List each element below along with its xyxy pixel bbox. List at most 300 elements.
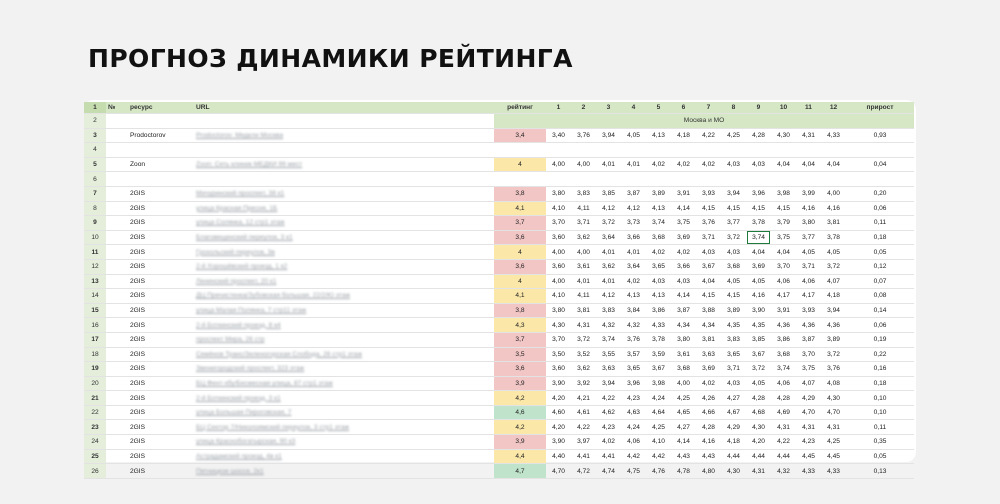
forecast-cell[interactable]: 3,74: [746, 230, 771, 245]
forecast-cell[interactable]: 4,31: [821, 420, 846, 435]
rating-cell[interactable]: 3,6: [494, 259, 546, 274]
forecast-cell[interactable]: 3,68: [771, 347, 796, 362]
url-link[interactable]: Ленинский проспект, 20 к1: [194, 274, 494, 289]
forecast-cell[interactable]: 4,72: [571, 464, 596, 479]
resource-cell[interactable]: 2GIS: [128, 362, 194, 377]
forecast-cell[interactable]: 4,20: [746, 435, 771, 450]
cell[interactable]: [771, 172, 796, 187]
growth-cell[interactable]: 0,12: [846, 259, 914, 274]
forecast-cell[interactable]: 4,15: [696, 201, 721, 216]
forecast-cell[interactable]: 3,81: [821, 216, 846, 231]
forecast-cell[interactable]: 3,72: [596, 216, 621, 231]
forecast-cell[interactable]: 4,63: [621, 405, 646, 420]
forecast-cell[interactable]: 4,42: [646, 449, 671, 464]
forecast-cell[interactable]: 3,65: [721, 347, 746, 362]
url-link[interactable]: Звенигородский проспект, 323 этаж: [194, 362, 494, 377]
forecast-cell[interactable]: 3,80: [796, 216, 821, 231]
row-number[interactable]: 7: [84, 186, 106, 201]
resource-cell[interactable]: 2GIS: [128, 230, 194, 245]
forecast-cell[interactable]: 4,36: [796, 318, 821, 333]
row-number[interactable]: 11: [84, 245, 106, 260]
header-rating[interactable]: рейтинг: [494, 102, 546, 114]
forecast-cell[interactable]: 3,65: [621, 362, 646, 377]
rating-cell[interactable]: 4: [494, 245, 546, 260]
forecast-cell[interactable]: 3,98: [646, 376, 671, 391]
forecast-cell[interactable]: 3,60: [546, 362, 571, 377]
forecast-cell[interactable]: 3,83: [721, 332, 746, 347]
row-number[interactable]: 15: [84, 303, 106, 318]
forecast-cell[interactable]: 3,80: [671, 332, 696, 347]
forecast-cell[interactable]: 3,68: [646, 230, 671, 245]
rating-cell[interactable]: 4,2: [494, 420, 546, 435]
forecast-cell[interactable]: 3,89: [646, 186, 671, 201]
rating-cell[interactable]: 3,7: [494, 332, 546, 347]
forecast-cell[interactable]: 3,94: [596, 376, 621, 391]
forecast-cell[interactable]: 4,13: [646, 289, 671, 304]
url-link[interactable]: Пятницкое шоссе, 2к1: [194, 464, 494, 479]
cell[interactable]: [106, 289, 128, 304]
growth-cell[interactable]: 0,06: [846, 201, 914, 216]
forecast-cell[interactable]: 4,43: [671, 449, 696, 464]
forecast-cell[interactable]: 3,89: [721, 303, 746, 318]
header-url[interactable]: URL: [194, 102, 494, 114]
resource-cell[interactable]: 2GIS: [128, 274, 194, 289]
forecast-cell[interactable]: 3,87: [671, 303, 696, 318]
cell[interactable]: [846, 172, 914, 187]
forecast-cell[interactable]: 3,96: [621, 376, 646, 391]
cell[interactable]: [746, 172, 771, 187]
resource-cell[interactable]: 2GIS: [128, 449, 194, 464]
forecast-cell[interactable]: 4,02: [596, 435, 621, 450]
cell[interactable]: [106, 245, 128, 260]
forecast-cell[interactable]: 3,93: [796, 303, 821, 318]
forecast-cell[interactable]: 4,00: [546, 274, 571, 289]
forecast-cell[interactable]: 4,30: [746, 420, 771, 435]
forecast-cell[interactable]: 4,15: [721, 201, 746, 216]
forecast-cell[interactable]: 3,72: [746, 362, 771, 377]
forecast-cell[interactable]: 4,03: [721, 157, 746, 172]
forecast-cell[interactable]: 3,90: [746, 303, 771, 318]
forecast-cell[interactable]: 3,77: [721, 216, 746, 231]
cell[interactable]: [621, 143, 646, 158]
forecast-cell[interactable]: 3,67: [696, 259, 721, 274]
forecast-cell[interactable]: 4,62: [596, 405, 621, 420]
row-number[interactable]: 5: [84, 157, 106, 172]
forecast-cell[interactable]: 4,25: [671, 391, 696, 406]
forecast-cell[interactable]: 3,65: [646, 259, 671, 274]
forecast-cell[interactable]: 3,91: [771, 303, 796, 318]
rating-cell[interactable]: 4,1: [494, 289, 546, 304]
resource-cell[interactable]: 2GIS: [128, 420, 194, 435]
forecast-cell[interactable]: 4,30: [546, 318, 571, 333]
forecast-cell[interactable]: 4,12: [596, 289, 621, 304]
row-number[interactable]: 24: [84, 435, 106, 450]
forecast-cell[interactable]: 3,72: [571, 332, 596, 347]
growth-cell[interactable]: 0,05: [846, 245, 914, 260]
forecast-cell[interactable]: 4,36: [771, 318, 796, 333]
growth-cell[interactable]: 0,11: [846, 420, 914, 435]
forecast-cell[interactable]: 4,44: [771, 449, 796, 464]
cell[interactable]: [128, 143, 194, 158]
rating-cell[interactable]: 4: [494, 157, 546, 172]
url-link[interactable]: улица Красная Пресня, 1Б: [194, 201, 494, 216]
forecast-cell[interactable]: 3,73: [621, 216, 646, 231]
forecast-cell[interactable]: 3,86: [646, 303, 671, 318]
growth-cell[interactable]: 0,05: [846, 449, 914, 464]
url-link[interactable]: БЦ Сектор 7/Николоямский переулок, 3 стр1 этаж: [194, 420, 494, 435]
forecast-cell[interactable]: 4,06: [621, 435, 646, 450]
forecast-cell[interactable]: 3,75: [771, 230, 796, 245]
cell[interactable]: [671, 172, 696, 187]
header-month[interactable]: 10: [771, 102, 796, 114]
row-number[interactable]: 19: [84, 362, 106, 377]
growth-cell[interactable]: 0,22: [846, 347, 914, 362]
forecast-cell[interactable]: 3,78: [821, 230, 846, 245]
forecast-cell[interactable]: 3,70: [771, 259, 796, 274]
cell[interactable]: [106, 405, 128, 420]
cell[interactable]: [106, 201, 128, 216]
forecast-cell[interactable]: 4,16: [696, 435, 721, 450]
forecast-cell[interactable]: 4,35: [721, 318, 746, 333]
forecast-cell[interactable]: 4,18: [671, 128, 696, 143]
forecast-cell[interactable]: 4,20: [546, 391, 571, 406]
forecast-cell[interactable]: 4,40: [546, 449, 571, 464]
forecast-cell[interactable]: 3,98: [771, 186, 796, 201]
forecast-cell[interactable]: 4,28: [696, 420, 721, 435]
forecast-cell[interactable]: 3,71: [696, 230, 721, 245]
row-number[interactable]: 3: [84, 128, 106, 143]
forecast-cell[interactable]: 4,34: [696, 318, 721, 333]
url-link[interactable]: Астрадамский проезд, 4в к1: [194, 449, 494, 464]
row-number[interactable]: 14: [84, 289, 106, 304]
cell[interactable]: [646, 172, 671, 187]
forecast-cell[interactable]: 4,02: [621, 274, 646, 289]
url-link[interactable]: ДЦ Пречистенка/Зубовская большая, 22/2/Ю этаж: [194, 289, 494, 304]
rating-cell[interactable]: 3,6: [494, 362, 546, 377]
forecast-cell[interactable]: 3,77: [796, 230, 821, 245]
forecast-cell[interactable]: 4,08: [821, 376, 846, 391]
forecast-cell[interactable]: 3,70: [546, 216, 571, 231]
forecast-cell[interactable]: 4,07: [796, 376, 821, 391]
forecast-cell[interactable]: 4,13: [646, 201, 671, 216]
forecast-cell[interactable]: 4,04: [821, 157, 846, 172]
growth-cell[interactable]: 0,93: [846, 128, 914, 143]
resource-cell[interactable]: 2GIS: [128, 405, 194, 420]
rating-cell[interactable]: 4,2: [494, 391, 546, 406]
forecast-cell[interactable]: 4,14: [671, 201, 696, 216]
rating-cell[interactable]: 3,9: [494, 376, 546, 391]
forecast-cell[interactable]: 4,29: [796, 391, 821, 406]
forecast-cell[interactable]: 4,01: [571, 274, 596, 289]
forecast-cell[interactable]: 3,76: [571, 128, 596, 143]
header-month[interactable]: 11: [796, 102, 821, 114]
forecast-cell[interactable]: 3,85: [596, 186, 621, 201]
forecast-cell[interactable]: 4,26: [696, 391, 721, 406]
resource-cell[interactable]: 2GIS: [128, 318, 194, 333]
cell[interactable]: [571, 172, 596, 187]
cell[interactable]: [696, 172, 721, 187]
resource-cell[interactable]: 2GIS: [128, 332, 194, 347]
cell[interactable]: [106, 114, 128, 129]
forecast-cell[interactable]: 4,41: [596, 449, 621, 464]
forecast-cell[interactable]: 4,25: [721, 128, 746, 143]
rating-cell[interactable]: 3,6: [494, 230, 546, 245]
rating-cell[interactable]: 3,9: [494, 435, 546, 450]
forecast-cell[interactable]: 4,32: [596, 318, 621, 333]
forecast-cell[interactable]: 3,74: [596, 332, 621, 347]
forecast-cell[interactable]: 4,13: [646, 128, 671, 143]
resource-cell[interactable]: 2GIS: [128, 216, 194, 231]
growth-cell[interactable]: 0,10: [846, 405, 914, 420]
cell[interactable]: [696, 143, 721, 158]
header-growth[interactable]: прирост: [846, 102, 914, 114]
header-month[interactable]: 1: [546, 102, 571, 114]
rating-cell[interactable]: 4: [494, 274, 546, 289]
row-number[interactable]: 20: [84, 376, 106, 391]
forecast-cell[interactable]: 4,03: [721, 245, 746, 260]
forecast-cell[interactable]: 3,68: [721, 259, 746, 274]
url-link[interactable]: улица Солянка, 12 стр1 этаж: [194, 216, 494, 231]
forecast-cell[interactable]: 4,02: [671, 157, 696, 172]
forecast-cell[interactable]: 4,04: [796, 157, 821, 172]
cell[interactable]: [596, 172, 621, 187]
forecast-cell[interactable]: 4,06: [771, 376, 796, 391]
forecast-cell[interactable]: 4,15: [771, 201, 796, 216]
forecast-cell[interactable]: 3,61: [671, 347, 696, 362]
forecast-cell[interactable]: 4,28: [746, 128, 771, 143]
row-number[interactable]: 21: [84, 391, 106, 406]
forecast-cell[interactable]: 4,60: [546, 405, 571, 420]
forecast-cell[interactable]: 4,68: [746, 405, 771, 420]
cell[interactable]: [106, 362, 128, 377]
forecast-cell[interactable]: 3,61: [571, 259, 596, 274]
rating-cell[interactable]: 3,4: [494, 128, 546, 143]
forecast-cell[interactable]: 4,32: [621, 318, 646, 333]
row-number[interactable]: 23: [84, 420, 106, 435]
forecast-cell[interactable]: 4,01: [621, 245, 646, 260]
forecast-cell[interactable]: 4,70: [821, 405, 846, 420]
cell[interactable]: [106, 332, 128, 347]
forecast-cell[interactable]: 4,22: [571, 420, 596, 435]
forecast-cell[interactable]: 4,43: [696, 449, 721, 464]
forecast-cell[interactable]: 4,31: [796, 420, 821, 435]
forecast-cell[interactable]: 4,34: [671, 318, 696, 333]
forecast-cell[interactable]: 4,14: [671, 289, 696, 304]
forecast-cell[interactable]: 4,00: [671, 376, 696, 391]
forecast-cell[interactable]: 4,67: [721, 405, 746, 420]
forecast-cell[interactable]: 4,02: [696, 157, 721, 172]
resource-cell[interactable]: 2GIS: [128, 303, 194, 318]
resource-cell[interactable]: 2GIS: [128, 289, 194, 304]
forecast-cell[interactable]: 3,72: [721, 230, 746, 245]
header-month[interactable]: 3: [596, 102, 621, 114]
forecast-cell[interactable]: 4,03: [671, 274, 696, 289]
growth-cell[interactable]: 0,14: [846, 303, 914, 318]
cell[interactable]: [796, 143, 821, 158]
forecast-cell[interactable]: 3,62: [571, 362, 596, 377]
forecast-cell[interactable]: 4,28: [771, 391, 796, 406]
forecast-cell[interactable]: 3,88: [696, 303, 721, 318]
cell[interactable]: [194, 143, 494, 158]
cell[interactable]: [106, 449, 128, 464]
forecast-cell[interactable]: 3,52: [571, 347, 596, 362]
row-number[interactable]: 6: [84, 172, 106, 187]
forecast-cell[interactable]: 4,23: [596, 420, 621, 435]
forecast-cell[interactable]: 4,24: [646, 391, 671, 406]
forecast-cell[interactable]: 3,94: [821, 303, 846, 318]
forecast-cell[interactable]: 3,74: [646, 216, 671, 231]
forecast-cell[interactable]: 4,12: [621, 201, 646, 216]
forecast-cell[interactable]: 4,75: [621, 464, 646, 479]
cell[interactable]: [106, 186, 128, 201]
cell[interactable]: [821, 143, 846, 158]
forecast-cell[interactable]: 4,61: [571, 405, 596, 420]
header-no[interactable]: №: [106, 102, 128, 114]
row-number[interactable]: 8: [84, 201, 106, 216]
row-number[interactable]: 22: [84, 405, 106, 420]
forecast-cell[interactable]: 3,63: [696, 347, 721, 362]
resource-cell[interactable]: Zoon: [128, 157, 194, 172]
forecast-cell[interactable]: 4,03: [746, 157, 771, 172]
forecast-cell[interactable]: 3,62: [596, 259, 621, 274]
forecast-cell[interactable]: 4,45: [821, 449, 846, 464]
forecast-cell[interactable]: 3,94: [596, 128, 621, 143]
row-number[interactable]: 25: [84, 449, 106, 464]
resource-cell[interactable]: 2GIS: [128, 186, 194, 201]
forecast-cell[interactable]: 3,96: [746, 186, 771, 201]
cell[interactable]: [106, 216, 128, 231]
row-number[interactable]: 13: [84, 274, 106, 289]
forecast-cell[interactable]: 4,29: [721, 420, 746, 435]
url-link[interactable]: БЦ Фент-хбу/Бесмесная улица, 87 стр1 этаж: [194, 376, 494, 391]
row-number[interactable]: 1: [84, 102, 106, 114]
forecast-cell[interactable]: 4,15: [721, 289, 746, 304]
cell[interactable]: [106, 143, 128, 158]
cell[interactable]: [546, 143, 571, 158]
forecast-cell[interactable]: 4,45: [796, 449, 821, 464]
forecast-cell[interactable]: 3,57: [621, 347, 646, 362]
cell[interactable]: [106, 274, 128, 289]
cell[interactable]: [194, 114, 494, 129]
resource-cell[interactable]: 2GIS: [128, 259, 194, 274]
forecast-cell[interactable]: 4,11: [571, 201, 596, 216]
resource-cell[interactable]: 2GIS: [128, 435, 194, 450]
forecast-cell[interactable]: 3,81: [696, 332, 721, 347]
forecast-cell[interactable]: 4,03: [646, 274, 671, 289]
forecast-cell[interactable]: 4,44: [746, 449, 771, 464]
forecast-cell[interactable]: 3,83: [571, 186, 596, 201]
url-link[interactable]: Prodoctorov: Медкли Москва: [194, 128, 494, 143]
cell[interactable]: [106, 128, 128, 143]
header-month[interactable]: 7: [696, 102, 721, 114]
url-link[interactable]: улица Краснобогатырская, 90 к3: [194, 435, 494, 450]
forecast-cell[interactable]: 3,75: [671, 216, 696, 231]
header-resource[interactable]: ресурс: [128, 102, 194, 114]
rating-cell[interactable]: 4,7: [494, 464, 546, 479]
forecast-cell[interactable]: 4,02: [646, 157, 671, 172]
growth-cell[interactable]: 0,06: [846, 318, 914, 333]
cell[interactable]: [106, 376, 128, 391]
forecast-cell[interactable]: 4,00: [571, 157, 596, 172]
forecast-cell[interactable]: 4,33: [821, 464, 846, 479]
header-month[interactable]: 8: [721, 102, 746, 114]
rating-cell[interactable]: 4,3: [494, 318, 546, 333]
forecast-cell[interactable]: 4,17: [796, 289, 821, 304]
forecast-cell[interactable]: 4,04: [696, 274, 721, 289]
header-month[interactable]: 2: [571, 102, 596, 114]
cell[interactable]: [106, 172, 128, 187]
forecast-cell[interactable]: 3,66: [621, 230, 646, 245]
cell[interactable]: [128, 172, 194, 187]
forecast-cell[interactable]: 4,01: [596, 157, 621, 172]
forecast-cell[interactable]: 4,27: [671, 420, 696, 435]
forecast-cell[interactable]: 4,01: [596, 245, 621, 260]
forecast-cell[interactable]: 3,71: [721, 362, 746, 377]
row-number[interactable]: 26: [84, 464, 106, 479]
forecast-cell[interactable]: 4,20: [546, 420, 571, 435]
forecast-cell[interactable]: 3,55: [596, 347, 621, 362]
forecast-cell[interactable]: 3,69: [746, 259, 771, 274]
forecast-cell[interactable]: 3,89: [821, 332, 846, 347]
forecast-cell[interactable]: 3,84: [621, 303, 646, 318]
forecast-cell[interactable]: 4,11: [571, 289, 596, 304]
forecast-cell[interactable]: 4,16: [746, 289, 771, 304]
cell[interactable]: [771, 143, 796, 158]
row-number[interactable]: 9: [84, 216, 106, 231]
cell[interactable]: [128, 114, 194, 129]
forecast-cell[interactable]: 4,65: [671, 405, 696, 420]
forecast-cell[interactable]: 4,05: [821, 245, 846, 260]
forecast-cell[interactable]: 3,80: [546, 186, 571, 201]
forecast-cell[interactable]: 4,15: [746, 201, 771, 216]
forecast-cell[interactable]: 3,71: [796, 259, 821, 274]
cell[interactable]: [494, 143, 546, 158]
cell[interactable]: [106, 435, 128, 450]
forecast-cell[interactable]: 3,64: [596, 230, 621, 245]
forecast-cell[interactable]: 3,86: [771, 332, 796, 347]
forecast-cell[interactable]: 3,80: [546, 303, 571, 318]
cell[interactable]: [796, 172, 821, 187]
forecast-cell[interactable]: 4,69: [771, 405, 796, 420]
forecast-cell[interactable]: 3,67: [746, 347, 771, 362]
forecast-cell[interactable]: 4,35: [746, 318, 771, 333]
row-number[interactable]: 12: [84, 259, 106, 274]
forecast-cell[interactable]: 3,78: [746, 216, 771, 231]
forecast-cell[interactable]: 3,63: [596, 362, 621, 377]
forecast-cell[interactable]: 3,60: [546, 230, 571, 245]
row-number[interactable]: 2: [84, 114, 106, 129]
forecast-cell[interactable]: 3,71: [571, 216, 596, 231]
header-month[interactable]: 5: [646, 102, 671, 114]
forecast-cell[interactable]: 4,31: [746, 464, 771, 479]
growth-cell[interactable]: 0,07: [846, 274, 914, 289]
forecast-cell[interactable]: 4,05: [721, 274, 746, 289]
cell[interactable]: [194, 172, 494, 187]
cell[interactable]: [106, 391, 128, 406]
growth-cell[interactable]: 0,13: [846, 464, 914, 479]
region-header[interactable]: Москва и МО: [494, 114, 914, 129]
growth-cell[interactable]: 0,11: [846, 216, 914, 231]
forecast-cell[interactable]: 4,05: [796, 245, 821, 260]
forecast-cell[interactable]: 4,78: [671, 464, 696, 479]
forecast-cell[interactable]: 4,16: [821, 201, 846, 216]
cell[interactable]: [571, 143, 596, 158]
forecast-cell[interactable]: 4,64: [646, 405, 671, 420]
cell[interactable]: [106, 464, 128, 479]
forecast-cell[interactable]: 4,24: [621, 420, 646, 435]
row-number[interactable]: 10: [84, 230, 106, 245]
cell[interactable]: [596, 143, 621, 158]
